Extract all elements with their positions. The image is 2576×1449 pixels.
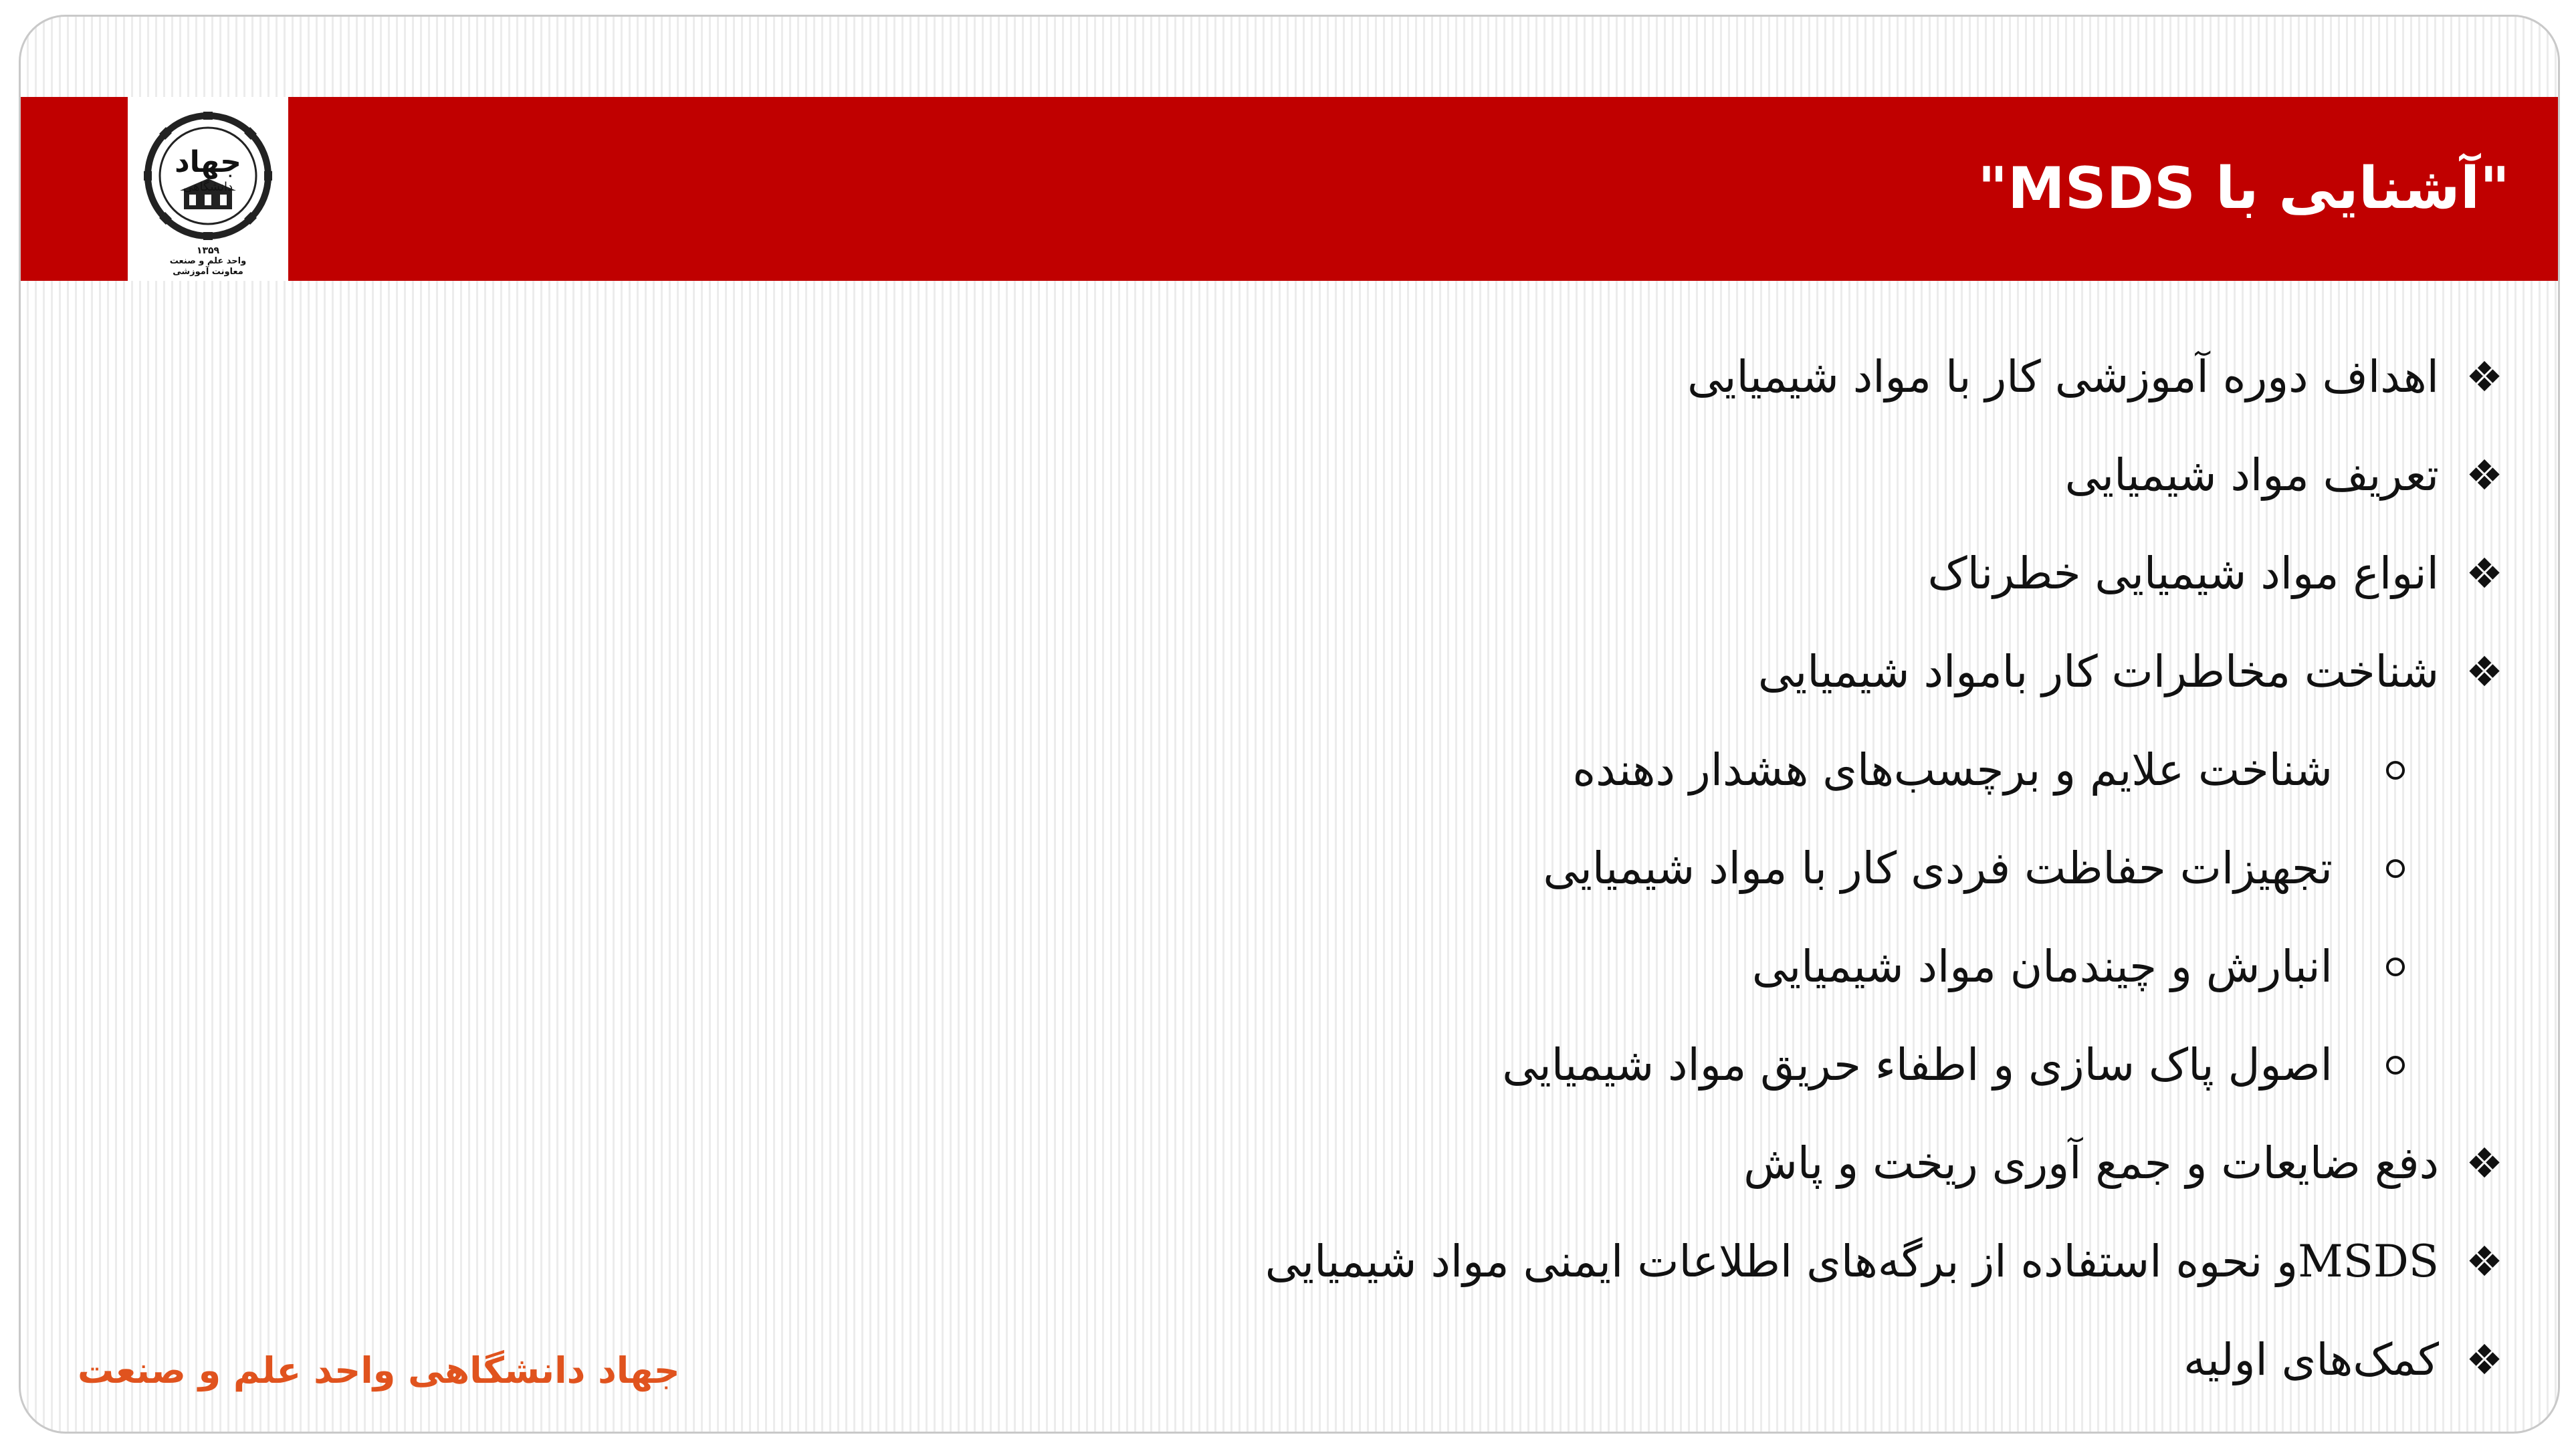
diamond-cluster-icon: ❖ <box>2466 548 2503 598</box>
logo <box>128 97 288 281</box>
logo-department: معاونت آموزشی <box>173 267 243 277</box>
logo-year: ۱۳۵۹ <box>196 245 220 256</box>
list-item-text: کمک‌های اولیه <box>2183 1334 2439 1385</box>
footer-text: جهاد دانشگاهی واحد علم و صنعت <box>78 1349 680 1391</box>
diamond-cluster-icon: ❖ <box>2466 352 2503 401</box>
page-title: "آشنایی با MSDS" <box>1977 155 2510 222</box>
list-item <box>171 623 2511 721</box>
list-item-text: اهداف دوره آموزشی کار با مواد شیمیایی <box>1687 351 2439 403</box>
msds-term: MSDS <box>2298 1236 2439 1287</box>
logo-unit: واحد علم و صنعت <box>169 256 247 266</box>
sub-list-item <box>171 819 2511 917</box>
diamond-cluster-icon: ❖ <box>2466 450 2503 499</box>
hollow-circle-icon <box>2386 859 2405 878</box>
list-item <box>171 328 2511 426</box>
hollow-circle-icon <box>2386 1056 2405 1075</box>
list-item <box>171 1114 2511 1212</box>
list-item-text <box>1265 1236 2458 1287</box>
sub-list-item <box>171 917 2511 1016</box>
diamond-cluster-icon: ❖ <box>2466 647 2503 696</box>
list-item-text: انواع مواد شیمیایی خطرناک <box>1927 548 2439 599</box>
list-item-text: تعریف مواد شیمیایی <box>2064 449 2439 501</box>
logo-name: جهاد <box>175 145 241 179</box>
hollow-circle-icon <box>2386 958 2405 976</box>
slide <box>19 15 2560 1434</box>
list-item-text: شناخت مخاطرات کار بامواد شیمیایی <box>1757 646 2439 697</box>
sub-list-item <box>171 1016 2511 1114</box>
sub-list-item-text: اصول پاک سازی و اطفاء حریق مواد شیمیایی <box>1502 1039 2333 1091</box>
list-item <box>171 1212 2511 1311</box>
diamond-cluster-icon: ❖ <box>2466 1335 2503 1384</box>
hollow-circle-icon <box>2386 761 2405 780</box>
diamond-cluster-icon: ❖ <box>2466 1236 2503 1286</box>
list-item-text: دفع ضایعات و جمع آوری ریخت و پاش <box>1743 1137 2439 1189</box>
sub-list-item <box>171 721 2511 819</box>
diamond-cluster-icon: ❖ <box>2466 1138 2503 1188</box>
sub-list-item-text: انبارش و چیندمان مواد شیمیایی <box>1751 941 2333 992</box>
list-item <box>171 524 2511 623</box>
list-item <box>171 426 2511 524</box>
bullet-list <box>171 328 2511 1409</box>
list-item-text-rest: و نحوه استفاده از برگه‌های اطلاعات ایمنی مواد شیمیایی <box>1265 1236 2298 1287</box>
logo-subtitle: دانشگاهی <box>183 180 233 194</box>
sub-list-item-text: شناخت علایم و برچسب‌های هشدار دهنده <box>1572 744 2333 796</box>
sub-list-item-text: تجهیزات حفاظت فردی کار با مواد شیمیایی <box>1543 843 2333 894</box>
